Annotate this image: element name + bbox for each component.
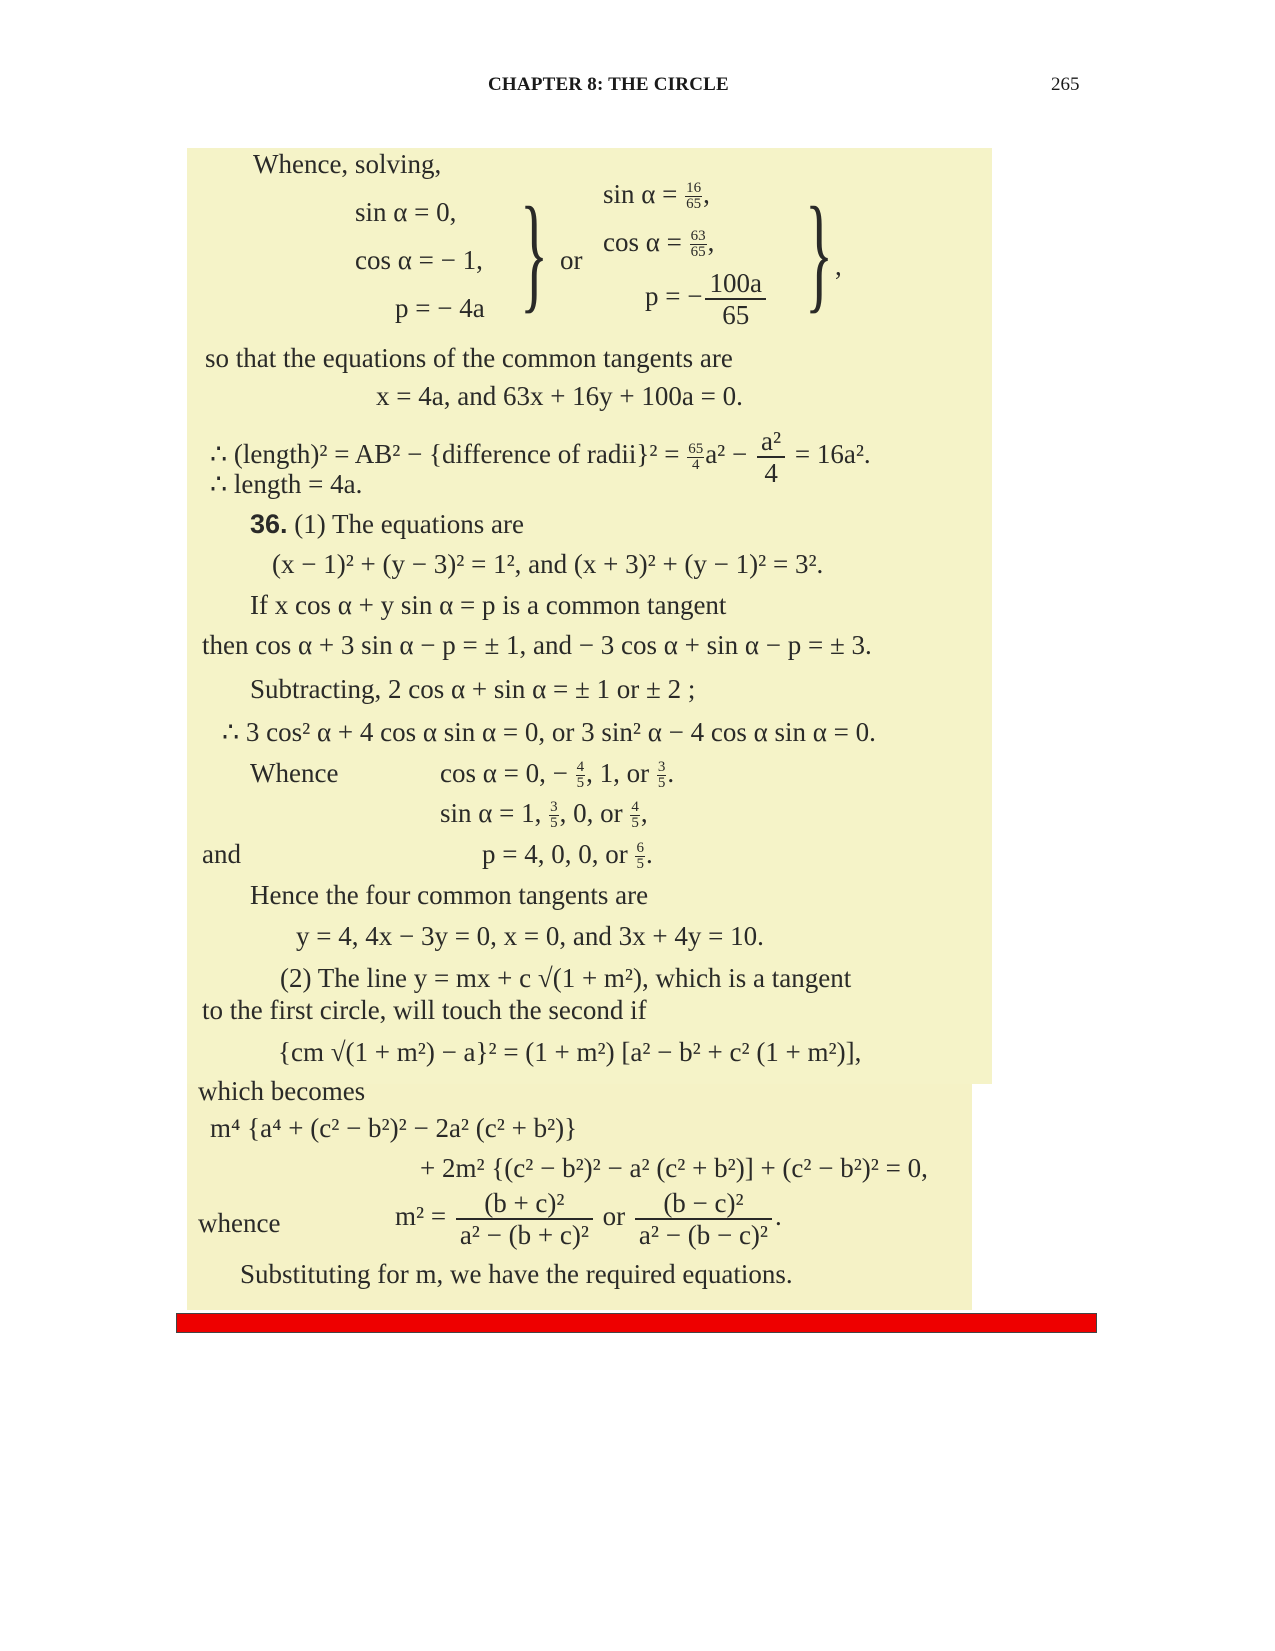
problem-heading [250,508,524,540]
fraction [687,442,704,473]
fraction-denominator: 65 [686,196,702,213]
equation-line: x = 4a, and 63x + 16y + 100a = 0. [376,381,743,411]
fraction-numerator: 100a [705,268,765,300]
fraction-numerator: 4 [631,799,639,816]
equation-line: {cm √(1 + m²) − a}² = (1 + m²) [a² − b² + c² (1 + m²)], [278,1037,862,1067]
equation-line: sin α = 0, [355,197,457,227]
fraction-denominator: 5 [631,815,639,832]
fraction-numerator: 3 [657,759,666,776]
fraction-numerator: 16 [686,180,702,197]
equation-line [440,757,674,791]
equation-line: p = − 4a [395,293,485,323]
equation-text: . [667,758,675,788]
text-line: Whence, solving, [253,149,442,179]
fraction [549,800,559,831]
text-or: or [560,245,583,275]
text-label: and [202,839,241,869]
fraction [456,1188,593,1250]
equation-text: cos α = [603,227,689,257]
fraction-denominator: 5 [576,775,585,792]
equation-text: . [775,1201,782,1232]
equation-line: ∴ length = 4a. [210,469,363,499]
fraction [576,760,586,791]
fraction-denominator: 5 [657,775,666,792]
equation-text: sin α = [603,179,685,209]
fraction [657,760,667,791]
fraction-numerator: 3 [550,799,558,816]
fraction-numerator: 63 [690,228,706,245]
fraction-numerator: a² [757,426,785,458]
equation-text: ∴ (length)² = AB² − {difference of radii}² = [210,439,687,470]
equation-text: cos α = 0, − [440,758,575,788]
equation-line: then cos α + 3 sin α − p = ± 1, and − 3 cos α + sin α − p = ± 3. [202,630,872,660]
text-line: so that the equations of the common tangents are [205,343,733,373]
equation-text: p = 4, 0, 0, or [482,839,635,869]
fraction [685,181,702,212]
text-line: Hence the four common tangents are [250,880,649,910]
equation-text: m² = [395,1201,453,1232]
equation-text: , 0, or [559,798,630,828]
problem-number: 36. [250,509,288,539]
equation-text: or [595,1201,632,1232]
text-line: to the first circle, will touch the second if [202,995,647,1025]
fraction-denominator: 65 [690,244,706,261]
equation-line: cos α = − 1, [355,245,483,275]
equation-text: = 16a². [788,439,871,470]
equation-text: . [645,839,653,869]
fraction-denominator: 4 [691,456,700,473]
text-label: whence [198,1208,281,1238]
equation-text: a² − [705,439,755,470]
equation-line: sin α = $\frac{16}{65}$ , [603,179,710,213]
fraction-denominator: 4 [764,458,778,488]
equation-line: cos α = $\frac{63}{65}$ , [603,227,715,261]
red-separator-bar [176,1313,1097,1333]
equation-line: Subtracting, 2 cos α + sin α = ± 1 or ± 2 ; [250,674,696,704]
fraction-denominator: a² − (b + c)² [459,1220,589,1250]
text-line: (2) The line y = mx + c √(1 + m²), which is a tangent [280,963,852,993]
fraction-denominator: 65 [722,300,750,330]
fraction-numerator: (b + c)² [456,1188,593,1220]
equation-text: , [640,798,648,828]
equation-line [395,1188,782,1250]
text-comma: , [835,251,842,281]
fraction-numerator: (b − c)² [635,1188,772,1220]
fraction-denominator: 5 [550,815,558,832]
fraction [757,426,785,488]
equation-line: m⁴ {a⁴ + (c² − b²)² − 2a² (c² + b²)} [210,1113,578,1143]
page-header [0,70,1275,100]
chapter-title: CHAPTER 8: THE CIRCLE [488,74,729,95]
fraction [705,268,765,330]
text-line: If x cos α + y sin α = p is a common tangent [250,590,727,620]
equation-line: y = 4, 4x − 3y = 0, x = 0, and 3x + 4y = 10. [296,921,764,951]
heading-text: (1) The equations are [287,509,524,539]
equation-line: + 2m² {(c² − b²)² − a² (c² + b²)] + (c² − b²)² = 0, [420,1153,928,1183]
fraction-numerator: 6 [636,840,644,857]
fraction-numerator: 4 [576,759,585,776]
text-line: which becomes [198,1076,366,1106]
right-brace-right-group: } [805,181,834,325]
equation-line: (x − 1)² + (y − 3)² = 1², and (x + 3)² + (y − 1)² = 3². [272,549,824,579]
equation-text: sin α = 1, [440,798,549,828]
fraction [690,229,707,260]
text-label: Whence [250,758,339,788]
equation-line: ∴ 3 cos² α + 4 cos α sin α = 0, or 3 sin² α − 4 cos α sin α = 0. [222,717,876,747]
right-brace-left-group: } [520,181,549,325]
equation-line [482,838,653,872]
equation-line [645,268,769,330]
equation-line [440,797,648,831]
fraction [630,800,640,831]
fraction-denominator: a² − (b − c)² [638,1220,769,1250]
fraction-denominator: 5 [636,856,644,873]
equation-text: , 1, or [586,758,656,788]
fraction-numerator: 65 [688,440,704,457]
fraction [635,1188,772,1250]
equation-text: p = − [645,281,703,312]
fraction [635,841,645,872]
text-line: Substituting for m, we have the required equations. [240,1259,793,1289]
page-number: 265 [1051,74,1080,95]
